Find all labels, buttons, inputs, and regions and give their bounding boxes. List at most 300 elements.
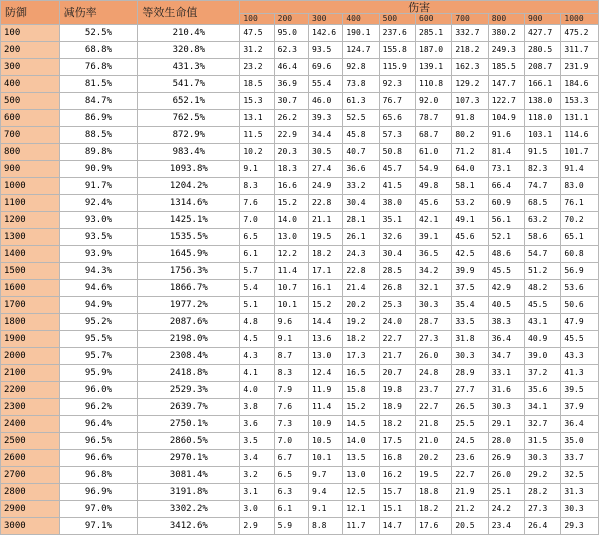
- damage-cell: 24.3: [343, 246, 379, 263]
- defense-cell: 500: [1, 93, 60, 110]
- damage-cell: 16.6: [274, 178, 308, 195]
- damage-cell: 47.5: [240, 25, 274, 42]
- damage-cell: 16.5: [343, 365, 379, 382]
- header-damage: 伤害: [240, 1, 599, 14]
- damage-cell: 39.5: [561, 382, 599, 399]
- damage-cell: 30.5: [309, 144, 343, 161]
- damage-cell: 10.1: [274, 297, 308, 314]
- damage-cell: 18.2: [309, 246, 343, 263]
- damage-cell: 95.0: [274, 25, 308, 42]
- equivalent-hp-cell: 431.3%: [138, 59, 240, 76]
- table-row: [1, 59, 599, 76]
- table-row: [1, 297, 599, 314]
- damage-cell: 65.6: [379, 110, 415, 127]
- damage-cell: 20.3: [274, 144, 308, 161]
- table-row: [1, 246, 599, 263]
- damage-cell: 12.2: [274, 246, 308, 263]
- damage-cell: 37.2: [525, 365, 561, 382]
- damage-cell: 25.1: [488, 484, 524, 501]
- damage-cell: 475.2: [561, 25, 599, 42]
- table-row: [1, 365, 599, 382]
- damage-cell: 30.3: [488, 399, 524, 416]
- reduction-rate-cell: 93.0%: [59, 212, 138, 229]
- damage-cell: 218.2: [452, 42, 488, 59]
- table-row: [1, 178, 599, 195]
- equivalent-hp-cell: 1093.8%: [138, 161, 240, 178]
- damage-cell: 155.8: [379, 42, 415, 59]
- damage-cell: 66.4: [488, 178, 524, 195]
- damage-cell: 28.1: [343, 212, 379, 229]
- damage-cell: 31.5: [525, 433, 561, 450]
- equivalent-hp-cell: 1535.5%: [138, 229, 240, 246]
- damage-cell: 285.1: [416, 25, 452, 42]
- damage-cell: 21.1: [309, 212, 343, 229]
- defense-cell: 800: [1, 144, 60, 161]
- damage-cell: 2.9: [240, 518, 274, 535]
- table-row: [1, 127, 599, 144]
- damage-cell: 61.0: [416, 144, 452, 161]
- defense-cell: 1800: [1, 314, 60, 331]
- damage-cell: 21.0: [416, 433, 452, 450]
- damage-cell: 30.3: [452, 348, 488, 365]
- defense-cell: 1500: [1, 263, 60, 280]
- table-row: [1, 280, 599, 297]
- damage-cell: 17.5: [379, 433, 415, 450]
- table-row: [1, 144, 599, 161]
- equivalent-hp-cell: 983.4%: [138, 144, 240, 161]
- damage-cell: 42.5: [452, 246, 488, 263]
- damage-cell: 107.3: [452, 93, 488, 110]
- damage-cell: 13.0: [309, 348, 343, 365]
- damage-cell: 30.3: [525, 450, 561, 467]
- damage-cell: 19.8: [379, 382, 415, 399]
- damage-cell: 166.1: [525, 76, 561, 93]
- damage-cell: 3.1: [240, 484, 274, 501]
- damage-cell: 58.6: [525, 229, 561, 246]
- defense-cell: 1900: [1, 331, 60, 348]
- damage-cell: 9.1: [309, 501, 343, 518]
- damage-cell: 19.5: [309, 229, 343, 246]
- header-damage-value: 800: [488, 14, 524, 25]
- defense-cell: 2400: [1, 416, 60, 433]
- damage-cell: 280.5: [525, 42, 561, 59]
- damage-cell: 30.3: [561, 501, 599, 518]
- damage-cell: 118.0: [525, 110, 561, 127]
- reduction-rate-cell: 96.9%: [59, 484, 138, 501]
- equivalent-hp-cell: 210.4%: [138, 25, 240, 42]
- damage-cell: 138.0: [525, 93, 561, 110]
- damage-cell: 58.1: [452, 178, 488, 195]
- damage-cell: 4.1: [240, 365, 274, 382]
- header-row-main: [1, 1, 599, 14]
- damage-cell: 190.1: [343, 25, 379, 42]
- defense-cell: 2300: [1, 399, 60, 416]
- reduction-rate-cell: 96.0%: [59, 382, 138, 399]
- damage-cell: 34.1: [525, 399, 561, 416]
- damage-cell: 13.0: [274, 229, 308, 246]
- damage-cell: 26.9: [488, 450, 524, 467]
- damage-cell: 13.0: [343, 467, 379, 484]
- equivalent-hp-cell: 2418.8%: [138, 365, 240, 382]
- damage-cell: 13.5: [343, 450, 379, 467]
- damage-cell: 27.7: [452, 382, 488, 399]
- equivalent-hp-cell: 652.1%: [138, 93, 240, 110]
- damage-cell: 26.0: [416, 348, 452, 365]
- reduction-rate-cell: 95.9%: [59, 365, 138, 382]
- damage-cell: 43.1: [525, 314, 561, 331]
- reduction-rate-cell: 96.4%: [59, 416, 138, 433]
- damage-cell: 92.8: [343, 59, 379, 76]
- defense-cell: 2100: [1, 365, 60, 382]
- damage-cell: 10.1: [309, 450, 343, 467]
- damage-cell: 18.5: [240, 76, 274, 93]
- table-row: [1, 382, 599, 399]
- damage-cell: 83.0: [561, 178, 599, 195]
- damage-cell: 101.7: [561, 144, 599, 161]
- reduction-rate-cell: 94.3%: [59, 263, 138, 280]
- table-row: [1, 314, 599, 331]
- damage-cell: 74.7: [525, 178, 561, 195]
- damage-cell: 147.7: [488, 76, 524, 93]
- damage-cell: 34.7: [488, 348, 524, 365]
- damage-cell: 91.8: [452, 110, 488, 127]
- damage-cell: 17.1: [309, 263, 343, 280]
- reduction-rate-cell: 92.4%: [59, 195, 138, 212]
- damage-cell: 110.8: [416, 76, 452, 93]
- damage-cell: 30.4: [343, 195, 379, 212]
- defense-cell: 700: [1, 127, 60, 144]
- damage-cell: 45.6: [452, 229, 488, 246]
- reduction-rate-cell: 95.7%: [59, 348, 138, 365]
- damage-cell: 380.2: [488, 25, 524, 42]
- table-row: [1, 76, 599, 93]
- header-damage-value: 900: [525, 14, 561, 25]
- damage-cell: 39.3: [309, 110, 343, 127]
- damage-cell: 20.2: [416, 450, 452, 467]
- damage-cell: 49.1: [452, 212, 488, 229]
- damage-cell: 35.1: [379, 212, 415, 229]
- damage-cell: 20.5: [452, 518, 488, 535]
- reduction-rate-cell: 81.5%: [59, 76, 138, 93]
- damage-cell: 6.5: [274, 467, 308, 484]
- damage-cell: 40.5: [488, 297, 524, 314]
- defense-cell: 100: [1, 25, 60, 42]
- equivalent-hp-cell: 2529.3%: [138, 382, 240, 399]
- damage-cell: 16.2: [379, 467, 415, 484]
- reduction-rate-cell: 96.8%: [59, 467, 138, 484]
- header-equivalent-hp: 等效生命值: [138, 1, 240, 25]
- damage-cell: 42.1: [416, 212, 452, 229]
- reduction-rate-cell: 88.5%: [59, 127, 138, 144]
- equivalent-hp-cell: 1425.1%: [138, 212, 240, 229]
- damage-cell: 6.7: [274, 450, 308, 467]
- damage-cell: 6.1: [240, 246, 274, 263]
- damage-cell: 21.4: [343, 280, 379, 297]
- reduction-rate-cell: 97.0%: [59, 501, 138, 518]
- defense-cell: 2900: [1, 501, 60, 518]
- damage-cell: 54.7: [525, 246, 561, 263]
- equivalent-hp-cell: 2087.6%: [138, 314, 240, 331]
- equivalent-hp-cell: 762.5%: [138, 110, 240, 127]
- damage-cell: 7.6: [274, 399, 308, 416]
- damage-cell: 21.7: [379, 348, 415, 365]
- damage-cell: 31.8: [452, 331, 488, 348]
- equivalent-hp-cell: 1645.9%: [138, 246, 240, 263]
- damage-cell: 185.5: [488, 59, 524, 76]
- equivalent-hp-cell: 1756.3%: [138, 263, 240, 280]
- damage-cell: 53.6: [561, 280, 599, 297]
- table-row: [1, 195, 599, 212]
- table-row: [1, 161, 599, 178]
- damage-cell: 26.8: [379, 280, 415, 297]
- reduction-rate-cell: 97.1%: [59, 518, 138, 535]
- damage-cell: 32.5: [561, 467, 599, 484]
- damage-cell: 15.3: [240, 93, 274, 110]
- reduction-rate-cell: 86.9%: [59, 110, 138, 127]
- damage-cell: 332.7: [452, 25, 488, 42]
- table-row: [1, 484, 599, 501]
- damage-cell: 27.4: [309, 161, 343, 178]
- damage-cell: 36.5: [416, 246, 452, 263]
- reduction-rate-cell: 84.7%: [59, 93, 138, 110]
- defense-cell: 3000: [1, 518, 60, 535]
- damage-cell: 30.3: [416, 297, 452, 314]
- damage-cell: 33.1: [488, 365, 524, 382]
- damage-cell: 28.7: [416, 314, 452, 331]
- damage-cell: 10.9: [309, 416, 343, 433]
- damage-cell: 3.6: [240, 416, 274, 433]
- table-row: [1, 42, 599, 59]
- equivalent-hp-cell: 2750.1%: [138, 416, 240, 433]
- damage-cell: 5.1: [240, 297, 274, 314]
- damage-cell: 21.9: [452, 484, 488, 501]
- damage-cell: 65.1: [561, 229, 599, 246]
- damage-cell: 20.7: [379, 365, 415, 382]
- damage-cell: 187.0: [416, 42, 452, 59]
- damage-cell: 124.7: [343, 42, 379, 59]
- header-damage-value: 500: [379, 14, 415, 25]
- reduction-rate-cell: 94.9%: [59, 297, 138, 314]
- damage-cell: 114.6: [561, 127, 599, 144]
- header-damage-value: 300: [309, 14, 343, 25]
- damage-cell: 3.8: [240, 399, 274, 416]
- defense-cell: 1600: [1, 280, 60, 297]
- damage-cell: 311.7: [561, 42, 599, 59]
- defense-cell: 2700: [1, 467, 60, 484]
- damage-cell: 17.3: [343, 348, 379, 365]
- damage-cell: 56.9: [561, 263, 599, 280]
- equivalent-hp-cell: 2639.7%: [138, 399, 240, 416]
- damage-cell: 104.9: [488, 110, 524, 127]
- damage-cell: 26.4: [525, 518, 561, 535]
- damage-cell: 69.6: [309, 59, 343, 76]
- damage-cell: 36.4: [488, 331, 524, 348]
- damage-cell: 39.0: [525, 348, 561, 365]
- damage-cell: 237.6: [379, 25, 415, 42]
- damage-cell: 28.5: [379, 263, 415, 280]
- damage-cell: 64.0: [452, 161, 488, 178]
- damage-cell: 231.9: [561, 59, 599, 76]
- damage-cell: 6.5: [240, 229, 274, 246]
- damage-cell: 33.5: [452, 314, 488, 331]
- damage-cell: 103.1: [525, 127, 561, 144]
- damage-cell: 15.2: [274, 195, 308, 212]
- damage-cell: 70.2: [561, 212, 599, 229]
- equivalent-hp-cell: 2970.1%: [138, 450, 240, 467]
- table-row: [1, 433, 599, 450]
- header-reduction-rate: 减伤率: [59, 1, 138, 25]
- equivalent-hp-cell: 2198.0%: [138, 331, 240, 348]
- damage-cell: 129.2: [452, 76, 488, 93]
- damage-cell: 31.3: [561, 484, 599, 501]
- damage-cell: 73.1: [488, 161, 524, 178]
- damage-cell: 8.8: [309, 518, 343, 535]
- damage-cell: 91.5: [525, 144, 561, 161]
- damage-cell: 48.6: [488, 246, 524, 263]
- table-row: [1, 331, 599, 348]
- damage-cell: 8.3: [240, 178, 274, 195]
- table-row: [1, 93, 599, 110]
- defense-cell: 2600: [1, 450, 60, 467]
- damage-cell: 16.1: [309, 280, 343, 297]
- damage-cell: 46.4: [274, 59, 308, 76]
- damage-cell: 45.5: [525, 297, 561, 314]
- damage-cell: 33.7: [561, 450, 599, 467]
- damage-cell: 22.7: [416, 399, 452, 416]
- defense-cell: 2500: [1, 433, 60, 450]
- damage-cell: 50.6: [561, 297, 599, 314]
- damage-cell: 115.9: [379, 59, 415, 76]
- reduction-rate-cell: 96.6%: [59, 450, 138, 467]
- table-row: [1, 399, 599, 416]
- defense-cell: 1700: [1, 297, 60, 314]
- damage-cell: 31.2: [240, 42, 274, 59]
- damage-cell: 45.7: [379, 161, 415, 178]
- damage-cell: 14.0: [274, 212, 308, 229]
- damage-cell: 81.4: [488, 144, 524, 161]
- damage-cell: 80.2: [452, 127, 488, 144]
- damage-cell: 7.0: [240, 212, 274, 229]
- damage-cell: 11.4: [309, 399, 343, 416]
- equivalent-hp-cell: 1314.6%: [138, 195, 240, 212]
- damage-cell: 35.6: [525, 382, 561, 399]
- reduction-rate-cell: 52.5%: [59, 25, 138, 42]
- equivalent-hp-cell: 872.9%: [138, 127, 240, 144]
- damage-cell: 13.6: [309, 331, 343, 348]
- damage-cell: 22.8: [309, 195, 343, 212]
- header-defense: 防御: [1, 1, 60, 25]
- damage-cell: 39.9: [452, 263, 488, 280]
- defense-cell: 1100: [1, 195, 60, 212]
- damage-cell: 4.3: [240, 348, 274, 365]
- damage-cell: 14.0: [343, 433, 379, 450]
- damage-cell: 55.4: [309, 76, 343, 93]
- header-damage-value: 700: [452, 14, 488, 25]
- equivalent-hp-cell: 1204.2%: [138, 178, 240, 195]
- damage-cell: 62.3: [274, 42, 308, 59]
- damage-cell: 82.3: [525, 161, 561, 178]
- damage-cell: 24.0: [379, 314, 415, 331]
- damage-cell: 10.2: [240, 144, 274, 161]
- damage-cell: 51.2: [525, 263, 561, 280]
- table-row: [1, 25, 599, 42]
- damage-cell: 71.2: [452, 144, 488, 161]
- damage-cell: 36.9: [274, 76, 308, 93]
- reduction-rate-cell: 96.5%: [59, 433, 138, 450]
- damage-cell: 36.6: [343, 161, 379, 178]
- damage-cell: 45.5: [561, 331, 599, 348]
- damage-cell: 24.5: [452, 433, 488, 450]
- damage-cell: 26.5: [452, 399, 488, 416]
- damage-cell: 34.2: [416, 263, 452, 280]
- damage-cell: 93.5: [309, 42, 343, 59]
- damage-cell: 63.2: [525, 212, 561, 229]
- damage-cell: 38.3: [488, 314, 524, 331]
- damage-cell: 10.7: [274, 280, 308, 297]
- table-row: [1, 416, 599, 433]
- defense-cell: 600: [1, 110, 60, 127]
- damage-cell: 32.1: [416, 280, 452, 297]
- damage-cell: 21.2: [452, 501, 488, 518]
- damage-cell: 3.0: [240, 501, 274, 518]
- table-row: [1, 467, 599, 484]
- table-row: [1, 110, 599, 127]
- damage-cell: 23.7: [416, 382, 452, 399]
- damage-cell: 68.5: [525, 195, 561, 212]
- equivalent-hp-cell: 1977.2%: [138, 297, 240, 314]
- damage-cell: 11.4: [274, 263, 308, 280]
- header-damage-value: 600: [416, 14, 452, 25]
- equivalent-hp-cell: 2308.4%: [138, 348, 240, 365]
- damage-cell: 50.8: [379, 144, 415, 161]
- defense-cell: 1000: [1, 178, 60, 195]
- damage-cell: 18.3: [274, 161, 308, 178]
- damage-cell: 41.5: [379, 178, 415, 195]
- damage-cell: 27.3: [416, 331, 452, 348]
- equivalent-hp-cell: 3412.6%: [138, 518, 240, 535]
- damage-cell: 153.3: [561, 93, 599, 110]
- damage-cell: 208.7: [525, 59, 561, 76]
- damage-cell: 35.4: [452, 297, 488, 314]
- damage-cell: 52.5: [343, 110, 379, 127]
- damage-cell: 139.1: [416, 59, 452, 76]
- damage-cell: 24.2: [488, 501, 524, 518]
- table-row: [1, 229, 599, 246]
- damage-cell: 8.3: [274, 365, 308, 382]
- damage-cell: 16.8: [379, 450, 415, 467]
- damage-cell: 12.5: [343, 484, 379, 501]
- damage-cell: 26.2: [274, 110, 308, 127]
- damage-cell: 34.4: [309, 127, 343, 144]
- table-row: [1, 348, 599, 365]
- damage-cell: 22.8: [343, 263, 379, 280]
- damage-cell: 43.3: [561, 348, 599, 365]
- damage-cell: 15.2: [343, 399, 379, 416]
- damage-cell: 11.7: [343, 518, 379, 535]
- damage-cell: 23.4: [488, 518, 524, 535]
- damage-cell: 45.5: [488, 263, 524, 280]
- damage-cell: 45.8: [343, 127, 379, 144]
- damage-cell: 4.8: [240, 314, 274, 331]
- header-damage-value: 200: [274, 14, 308, 25]
- damage-cell: 46.0: [309, 93, 343, 110]
- table-body: [1, 25, 599, 535]
- damage-cell: 92.3: [379, 76, 415, 93]
- damage-cell: 23.2: [240, 59, 274, 76]
- damage-cell: 37.5: [452, 280, 488, 297]
- damage-cell: 249.3: [488, 42, 524, 59]
- damage-cell: 40.7: [343, 144, 379, 161]
